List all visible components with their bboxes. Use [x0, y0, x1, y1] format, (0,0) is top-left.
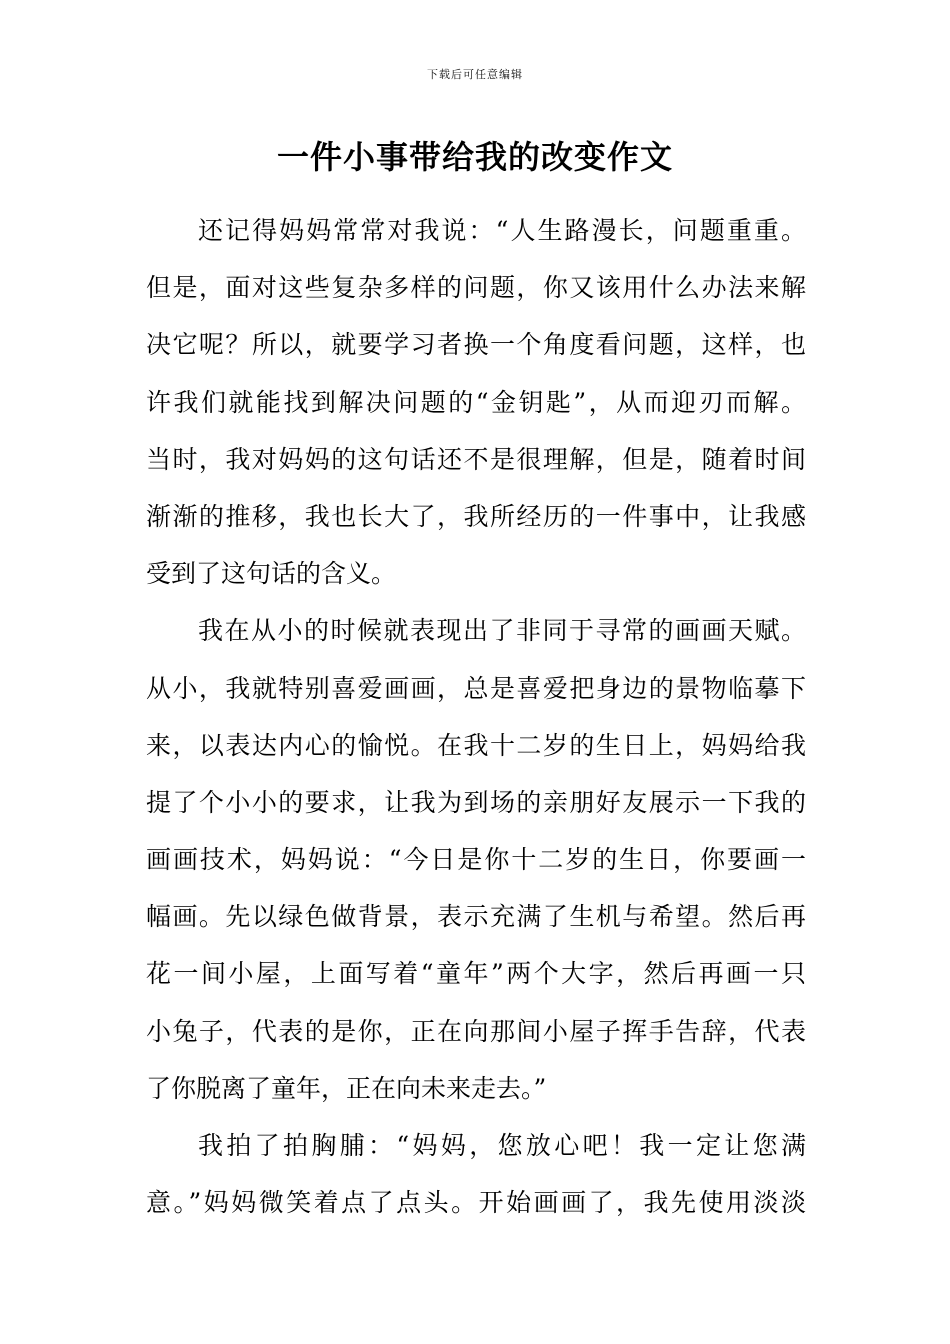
paragraph-1-line-2: 但是，面对这些复杂多样的问题，你又该用什么办法来解 [146, 273, 806, 303]
paragraph-2-line-6: 幅画。先以绿色做背景，表示充满了生机与希望。然后再 [146, 902, 806, 932]
page-title: 一件小事带给我的改变作文 [276, 138, 673, 176]
paragraph-1-line-7: 受到了这句话的含义。 [146, 559, 397, 589]
paragraph-2-line-4: 提了个小小的要求，让我为到场的亲朋好友展示一下我的 [146, 787, 806, 817]
paragraph-3-line-2: 意。”妈妈微笑着点了点头。开始画画了，我先使用淡淡 [146, 1188, 806, 1218]
paragraph-2-line-1: 我在从小的时候就表现出了非同于寻常的画画天赋。 [198, 616, 806, 646]
paragraph-1-line-6: 渐渐的推移，我也长大了，我所经历的一件事中，让我感 [146, 501, 806, 531]
paragraph-1-line-5: 当时，我对妈妈的这句话还不是很理解，但是，随着时间 [146, 444, 806, 474]
paragraph-2-line-5: 画画技术，妈妈说：“今日是你十二岁的生日，你要画一 [146, 845, 806, 875]
paragraph-2-line-2: 从小，我就特别喜爱画画，总是喜爱把身边的景物临摹下 [146, 673, 806, 703]
paragraph-2-line-8: 小兔子，代表的是你，正在向那间小屋子挥手告辞，代表 [146, 1016, 806, 1046]
paragraph-2-line-9: 了你脱离了童年，正在向未来走去。” [146, 1073, 547, 1103]
paragraph-2-line-7: 花一间小屋，上面写着“童年”两个大字，然后再画一只 [146, 959, 806, 989]
paragraph-3-line-1: 我拍了拍胸脯：“妈妈，您放心吧！我一定让您满 [198, 1131, 806, 1160]
paragraph-1-line-1: 还记得妈妈常常对我说：“人生路漫长，问题重重。 [198, 216, 806, 245]
paragraph-2-line-3: 来，以表达内心的愉悦。在我十二岁的生日上，妈妈给我 [146, 730, 806, 760]
header-note: 下载后可任意编辑 [427, 68, 523, 81]
paragraph-1-line-3: 决它呢？所以，就要学习者换一个角度看问题，这样，也 [146, 330, 806, 360]
paragraph-1-line-4: 许我们就能找到解决问题的“金钥匙”，从而迎刃而解。 [146, 387, 806, 417]
article-body [146, 202, 806, 1231]
